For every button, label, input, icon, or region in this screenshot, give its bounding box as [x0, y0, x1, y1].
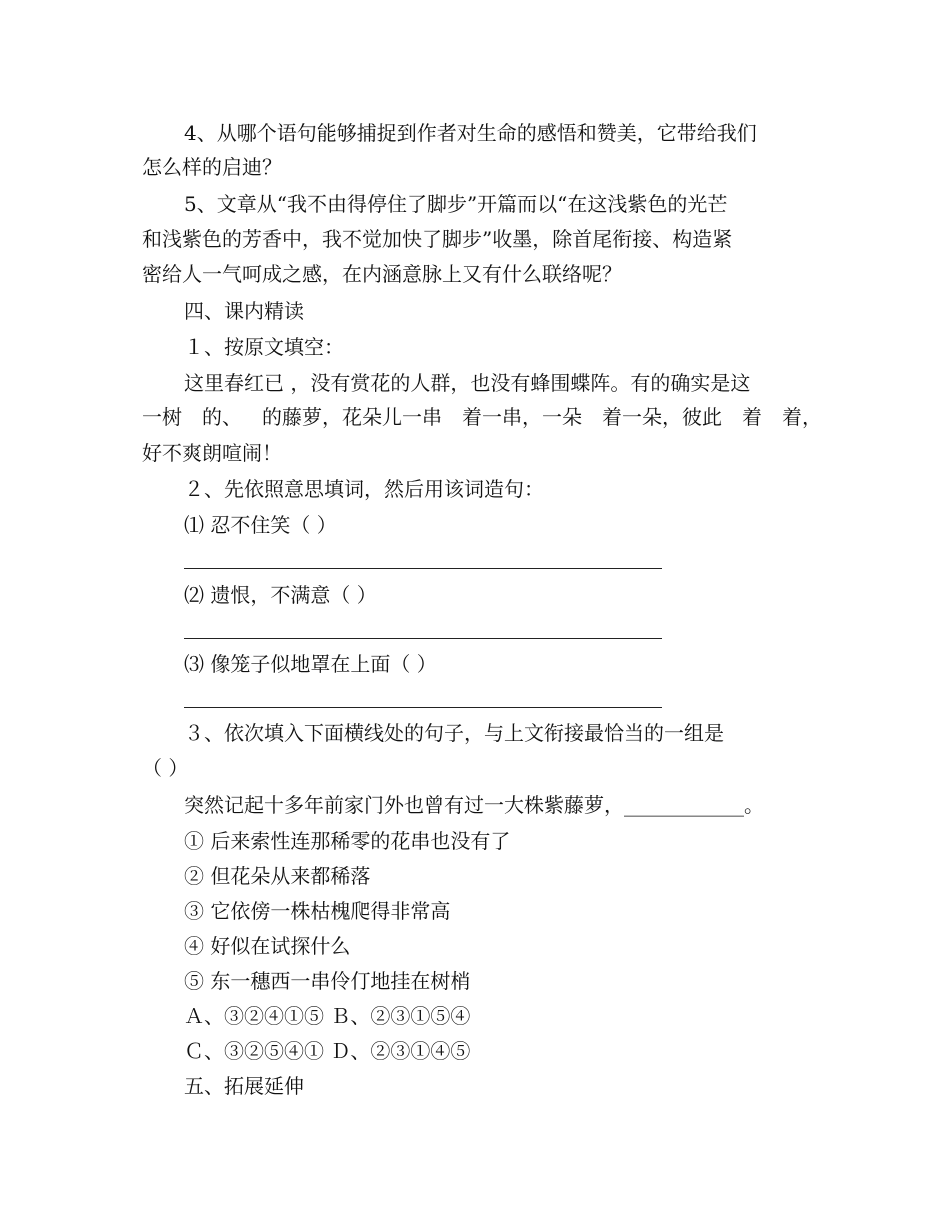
- item-3-option-1: ① 后来索性连那稀零的花串也没有了: [184, 829, 511, 853]
- passage-fragment: 的藤萝，花朵儿一串: [262, 405, 442, 429]
- item-3-option-2: ② 但花朵从来都稀落: [184, 864, 371, 888]
- passage-fragment: 着一朵，彼此: [602, 405, 722, 429]
- item-2-sub-3: ⑶ 像笼子似地罩在上面（ ）: [184, 652, 437, 676]
- passage-fragment: 着: [742, 405, 762, 429]
- passage-line-3: 好不爽朗喧闹！: [142, 441, 282, 465]
- answer-blank-line-1[interactable]: [184, 568, 662, 569]
- answer-blank-line-2[interactable]: [184, 638, 662, 639]
- item-3-choices-line-2: Ｃ、③②⑤④① Ｄ、②③①④⑤: [184, 1039, 471, 1063]
- passage-line-2: [142, 400, 822, 434]
- item-3-option-4: ④ 好似在试探什么: [184, 934, 351, 958]
- item-3-prompt-line-1: ３、依次填入下面横线处的句子，与上文衔接最恰当的一组是: [184, 721, 724, 745]
- question-5-line-1: 5、文章从“我不由得停住了脚步”开篇而以“在这浅紫色的光芒: [184, 192, 728, 216]
- passage-fragment: 一树: [142, 405, 182, 429]
- section-5-heading: 五、拓展延伸: [184, 1074, 304, 1098]
- passage-line-1: 这里春红已 ，没有赏花的人群，也没有蜂围蝶阵。有的确实是这: [184, 371, 751, 395]
- item-3-choices-line-1: Ａ、③②④①⑤ Ｂ、②③①⑤④: [184, 1004, 471, 1028]
- item-1-prompt: １、按原文填空：: [184, 335, 344, 359]
- passage-fragment: 着一串，一朵: [462, 405, 582, 429]
- question-4-line-1: 4、从哪个语句能够捕捉到作者对生命的感悟和赞美，它带给我们: [184, 121, 757, 145]
- answer-blank-line-3[interactable]: [184, 707, 662, 708]
- item-2-prompt: ２、先依照意思填词，然后用该词造句：: [184, 477, 544, 501]
- item-3-prompt-line-2: （ ）: [142, 756, 189, 780]
- item-2-sub-1: ⑴ 忍不住笑（ ）: [184, 513, 337, 537]
- section-4-heading: 四、课内精读: [184, 299, 304, 323]
- item-3-option-5: ⑤ 东一穗西一串伶仃地挂在树梢: [184, 969, 471, 993]
- passage-fragment: 着，: [782, 405, 822, 429]
- item-3-option-3: ③ 它依傍一株枯槐爬得非常高: [184, 899, 451, 923]
- question-5-line-3: 密给人一气呵成之感，在内涵意脉上又有什么联络呢？: [142, 262, 622, 286]
- question-4-line-2: 怎么样的启迪？: [142, 155, 282, 179]
- item-3-sentence: 突然记起十多年前家门外也曾有过一大株紫藤萝，____________。: [184, 793, 764, 817]
- question-5-line-2: 和浅紫色的芳香中，我不觉加快了脚步”收墨，除首尾衔接、构造紧: [142, 227, 733, 251]
- item-2-sub-2: ⑵ 遗恨，不满意（ ）: [184, 583, 377, 607]
- passage-fragment: 的、: [202, 405, 242, 429]
